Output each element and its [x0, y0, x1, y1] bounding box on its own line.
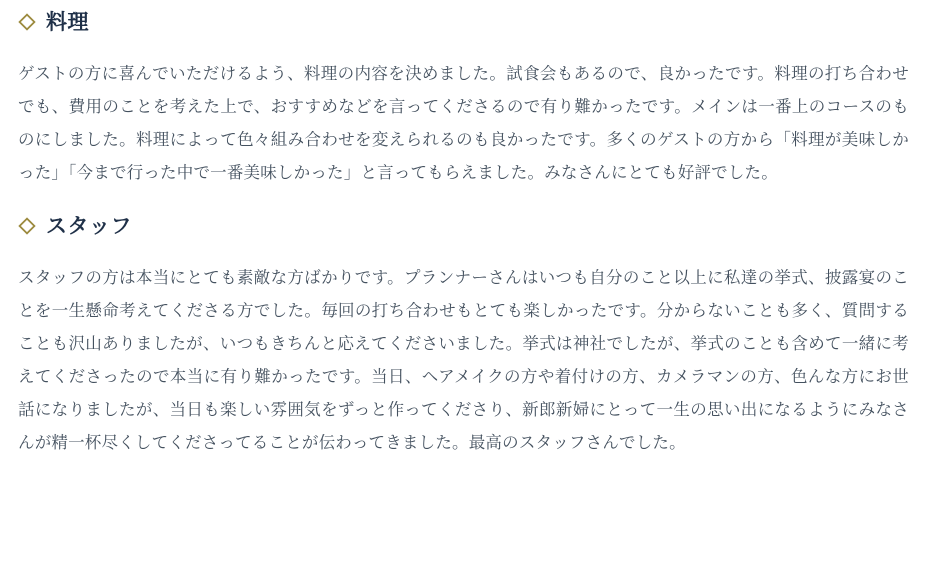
section-body-cuisine: ゲストの方に喜んでいただけるよう、料理の内容を決めました。試食会もあるので、良かったです。料理の打ち合わせでも、費用のことを考えた上で、おすすめなどを言ってくださるので有り難かったです。メインは一番上のコースのものにしました。料理によって色々組み合わせを変えられるのも良かったです。多くのゲストの方から「料理が美味しかった」「今まで行った中で一番美味しかった」と言ってもらえました。みなさんにとても好評でした。	[18, 65, 909, 182]
section-title-text: スタッフ	[46, 215, 132, 238]
section-cuisine	[18, 0, 909, 190]
section-heading-cuisine	[18, 0, 909, 36]
diamond-bullet-icon	[18, 13, 36, 31]
section-title-text: 料理	[46, 11, 89, 34]
section-heading-staff	[18, 190, 909, 240]
section-staff	[18, 190, 909, 460]
diamond-bullet-icon	[18, 217, 36, 235]
section-body-staff: スタッフの方は本当にとても素敵な方ばかりです。プランナーさんはいつも自分のこと以上に私達の挙式、披露宴のことを一生懸命考えてくださる方でした。毎回の打ち合わせもとても楽しかったです。分からないことも多く、質問することも沢山ありましたが、いつもきちんと応えてくださいました。挙式は神社でしたが、挙式のことも含めて一緒に考えてくださったので本当に有り難かったです。当日、ヘアメイクの方や着付けの方、カメラマンの方、色んな方にお世話になりましたが、当日も楽しい雰囲気をずっと作ってくださり、新郎新婦にとって一生の思い出になるようにみなさんが精一杯尽くしてくださってることが伝わってきました。最高のスタッフさんでした。	[18, 269, 909, 452]
